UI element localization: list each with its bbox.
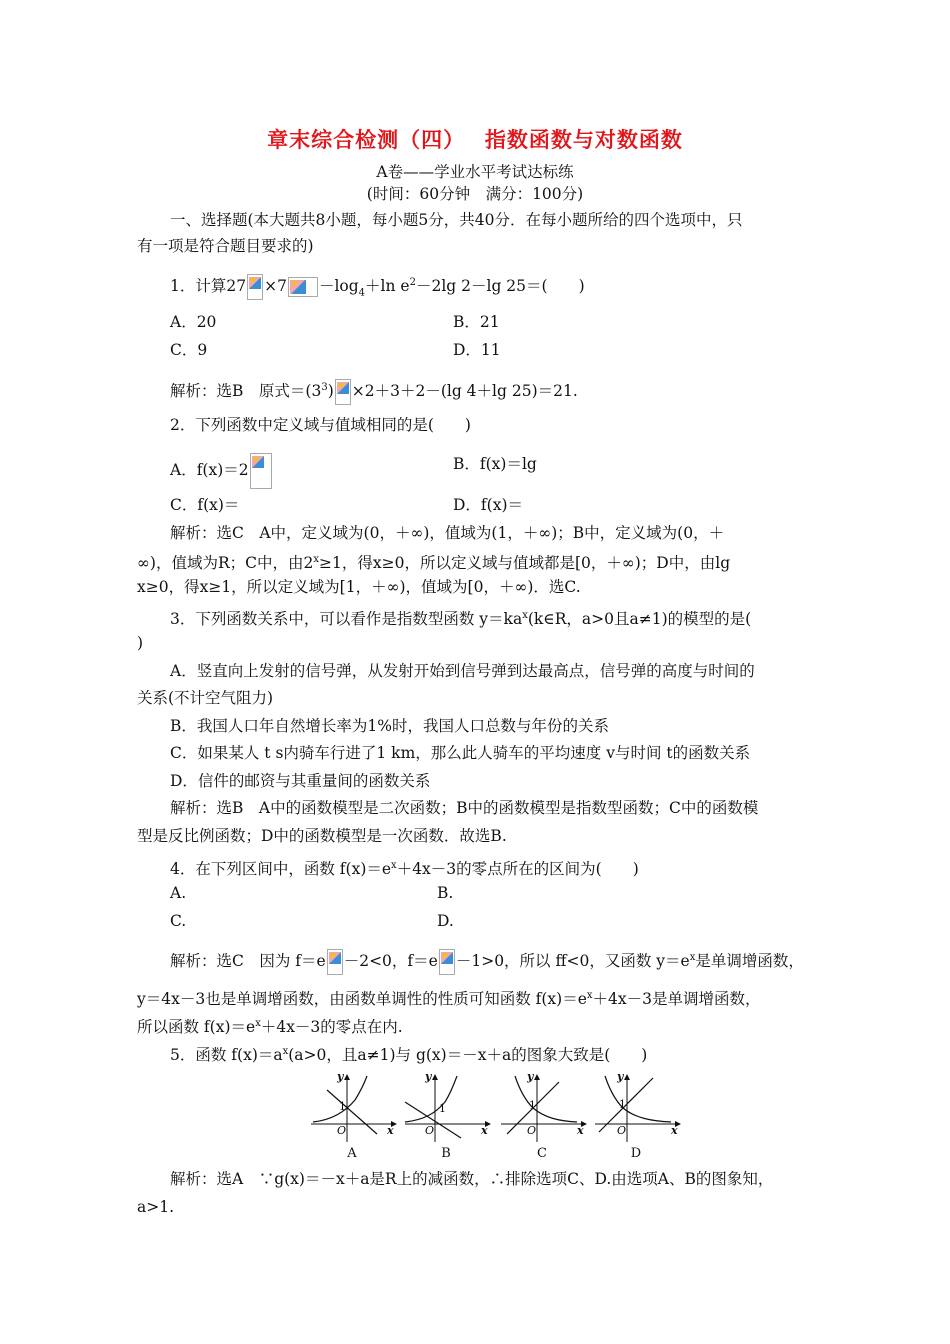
sol1-superscript: 3 [321, 382, 328, 393]
y-axis-label: y [527, 1070, 534, 1083]
one-label: 1 [529, 1099, 536, 1112]
solution-2-cont: x≥0，得x≥1，所以定义域为[1，＋∞)，值域为[0，＋∞)．选C. [137, 578, 581, 596]
y-axis-label: y [425, 1070, 432, 1083]
sol4-text: 所以函数 f(x)＝e [137, 1018, 256, 1037]
one-label: 1 [439, 1102, 446, 1115]
q1-subscript: 4 [358, 287, 366, 299]
option-b: B. [437, 884, 454, 902]
sol4-superscript: x [586, 990, 593, 1001]
time-info: (时间：60分钟 满分：100分) [366, 185, 584, 203]
solution-4-cont [137, 985, 761, 1010]
figure-caption: D [630, 1146, 642, 1161]
question-5 [170, 1041, 647, 1066]
q1-superscript: 2 [409, 277, 416, 288]
q5-superscript: x [282, 1046, 289, 1057]
figure-caption: B [441, 1146, 451, 1161]
option-d: D．f(x)＝ [453, 496, 523, 514]
formula-image-icon [439, 949, 455, 975]
origin-label: O [337, 1124, 347, 1137]
option-a: A. [170, 884, 187, 902]
solution-5: 解析：选A ∵g(x)＝－x＋a是R上的减函数，∴排除选项C、D.由选项A、B的图象知， [170, 1170, 774, 1188]
graph-b-svg [401, 1072, 491, 1146]
q4-superscript: x [391, 860, 397, 871]
question-3 [170, 605, 751, 630]
option-a [170, 453, 273, 489]
q1-text: 1．计算27 [170, 277, 247, 296]
q4-text: 4．在下列区间中，函数 f(x)＝e [170, 860, 392, 879]
question-4 [170, 855, 639, 880]
solution-4 [170, 947, 804, 975]
q5-text: 5．函数 f(x)＝a [170, 1046, 283, 1065]
sol4-superscript: x [689, 952, 696, 963]
solution-3-cont: 型是反比例函数；D中的函数模型是一次函数．故选B. [137, 827, 507, 845]
origin-label: O [425, 1124, 435, 1137]
y-axis-label: y [337, 1070, 344, 1083]
option-c: C．f(x)＝ [170, 496, 240, 514]
y-axis-label: y [617, 1070, 624, 1083]
option-a-cont: 关系(不计空气阻力) [137, 689, 274, 707]
question-1 [170, 272, 585, 304]
one-label: 1 [619, 1098, 626, 1111]
sol4-text: 解析：选C 因为 f＝e [170, 952, 326, 971]
x-axis-label: x [387, 1124, 394, 1137]
sol4-text: －2<0， [343, 952, 408, 971]
formula-image-icon [250, 453, 272, 489]
subtitle: A卷——学业水平考试达标练 [376, 163, 574, 181]
figure-caption: A [347, 1146, 357, 1161]
q1-text: －2lg 2－lg 25＝( ) [415, 277, 585, 296]
sol1-text: ×2＋3＋2－(lg 4＋lg 25)＝21. [351, 382, 578, 401]
option-b: B．21 [453, 313, 500, 331]
one-label: 1 [339, 1100, 346, 1113]
q5-text: (a>0，且a≠1)与 g(x)＝－x＋a的图象大致是( ) [288, 1046, 648, 1065]
sol4-text: 是单调增函数， [695, 952, 804, 971]
option-d: D．信件的邮资与其重量间的函数关系 [170, 772, 431, 790]
option-d: D．11 [453, 341, 501, 359]
graph-options [307, 1072, 687, 1166]
q3-superscript: x [522, 610, 528, 621]
option-d: D. [437, 912, 454, 930]
option-c: C．9 [170, 341, 208, 359]
sol1-text: ) [327, 382, 334, 401]
option-a-text: A．f(x)＝2 [170, 461, 249, 479]
section-heading: 一、选择题(本大题共8小题，每小题5分，共40分．在每小题所给的四个选项中，只 [170, 211, 743, 229]
x-axis-label: x [577, 1124, 584, 1137]
q3-text: (k∈R，a>0且a≠1)的模型的是( [527, 610, 752, 629]
graph-a-svg [307, 1072, 397, 1146]
option-c: C. [170, 912, 187, 930]
option-c: C．如果某人 t s内骑车行进了1 km，那么此人骑车的平均速度 v与时间 t的函数关系 [170, 744, 751, 762]
solution-5-cont: a>1. [137, 1198, 175, 1216]
option-b: B．f(x)＝lg [453, 455, 537, 473]
graph-option-a [307, 1072, 397, 1166]
origin-label: O [617, 1124, 627, 1137]
graph-option-d [591, 1072, 681, 1166]
q1-text: ＋ln e [365, 277, 410, 296]
sol4-text: ＋4x－3是单调增函数， [592, 990, 761, 1009]
sol2-text: ∞)，值域为R；C中，由2 [137, 554, 314, 573]
x-axis-label: x [671, 1124, 678, 1137]
solution-1 [170, 377, 578, 405]
formula-image-icon [247, 274, 263, 300]
q1-text: ×7 [264, 277, 287, 296]
question-3-cont: ) [137, 634, 144, 652]
question-2: 2．下列函数中定义域与值域相同的是( ) [170, 416, 471, 434]
option-a: A．20 [170, 313, 217, 331]
sol4-text: ＋4x－3的零点在内. [260, 1018, 403, 1037]
sol4-text: －1>0，所以 ff<0，又函数 y＝e [455, 952, 690, 971]
sol1-text: 解析：选B 原式＝(3 [170, 382, 322, 401]
graph-option-b [401, 1072, 491, 1166]
formula-image-icon [288, 277, 318, 297]
graph-d-svg [591, 1072, 681, 1146]
graph-c-svg [497, 1072, 587, 1146]
x-axis-label: x [481, 1124, 488, 1137]
sol2-superscript: x [313, 554, 319, 565]
solution-2: 解析：选C A中，定义域为(0，＋∞)，值域为(1，＋∞)；B中，定义域为(0，＋ [170, 524, 725, 542]
formula-image-icon [327, 949, 343, 975]
solution-2-cont [137, 549, 730, 574]
origin-label: O [527, 1124, 537, 1137]
q3-text: 3．下列函数关系中，可以看作是指数型函数 y＝ka [170, 610, 523, 629]
q4-text: ＋4x－3的零点所在的区间为( ) [396, 860, 639, 879]
option-a: A．竖直向上发射的信号弹，从发射开始到信号弹到达最高点，信号弹的高度与时间的 [170, 662, 755, 680]
section-heading-cont: 有一项是符合题目要求的) [137, 237, 314, 255]
sol4-text: y＝4x－3也是单调增函数，由函数单调性的性质可知函数 f(x)＝e [137, 990, 587, 1009]
q1-text: －log [318, 277, 359, 296]
page-title: 章末综合检测（四） 指数函数与对数函数 [267, 128, 683, 152]
option-b: B．我国人口年自然增长率为1%时，我国人口总数与年份的关系 [170, 717, 609, 735]
solution-4-cont [137, 1013, 403, 1038]
sol4-text: f＝e [407, 952, 438, 971]
sol4-superscript: x [255, 1018, 261, 1029]
graph-option-c [497, 1072, 587, 1166]
solution-3: 解析：选B A中的函数模型是二次函数；B中的函数模型是指数型函数；C中的函数模 [170, 799, 759, 817]
formula-image-icon [335, 379, 351, 405]
figure-caption: C [537, 1146, 547, 1161]
sol2-text: ≥1，得x≥0，所以定义域与值域都是[0，＋∞)；D中，由lg [319, 554, 731, 573]
